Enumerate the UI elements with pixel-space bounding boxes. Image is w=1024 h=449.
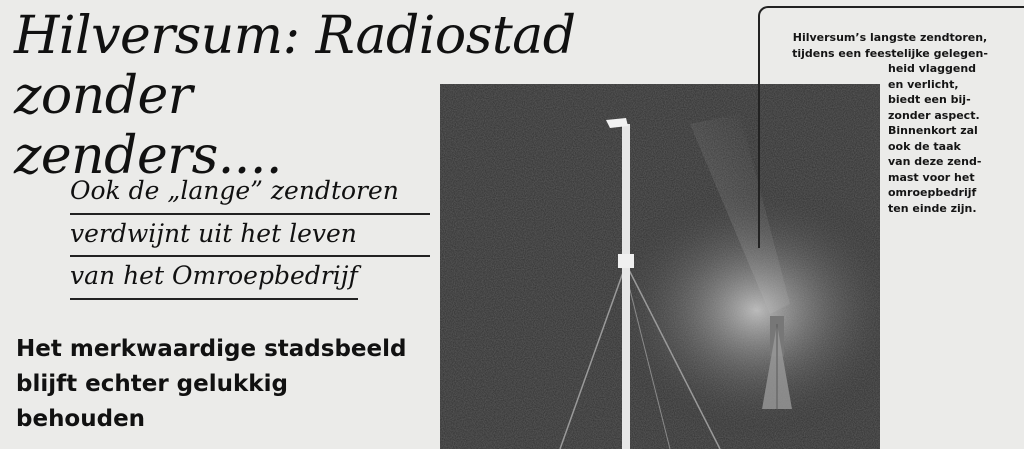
caption-line: tijdens een feestelijke gelegen- [792, 46, 988, 60]
headline-line-2: zenders.... [14, 126, 282, 186]
subheadline-line-3: van het Omroepbedrijf [70, 257, 358, 300]
deck-text [16, 332, 426, 437]
caption-line: en verlicht, [888, 77, 959, 91]
caption-line: mast voor het [888, 170, 975, 184]
caption-line: ook de taak [888, 139, 961, 153]
headline-line-1: Hilversum: Radiostad zonder [14, 6, 576, 126]
caption-line: Hilversum’s langste zendtoren, [792, 31, 988, 44]
caption-line: van deze zend- [888, 155, 982, 168]
caption-line: biedt een bij- [888, 93, 971, 106]
photo-caption [770, 30, 1010, 216]
caption-line: Binnenkort zal [888, 124, 978, 137]
deck-line-2: blijft echter gelukkig [16, 371, 288, 397]
caption-line: ten einde zijn. [888, 201, 977, 215]
deck-line-1: Het merkwaardige stadsbeeld [16, 336, 407, 362]
subheadline-line-2: verdwijnt uit het leven [70, 215, 430, 258]
caption-line: heid vlaggend [888, 62, 977, 75]
caption-line: omroepbedrijf [888, 186, 977, 199]
subheadline-line-1: Ook de „lange” zendtoren [70, 172, 430, 215]
subheadline [70, 172, 430, 300]
deck-line-3: behouden [16, 406, 146, 432]
caption-line: zonder aspect. [888, 108, 980, 122]
